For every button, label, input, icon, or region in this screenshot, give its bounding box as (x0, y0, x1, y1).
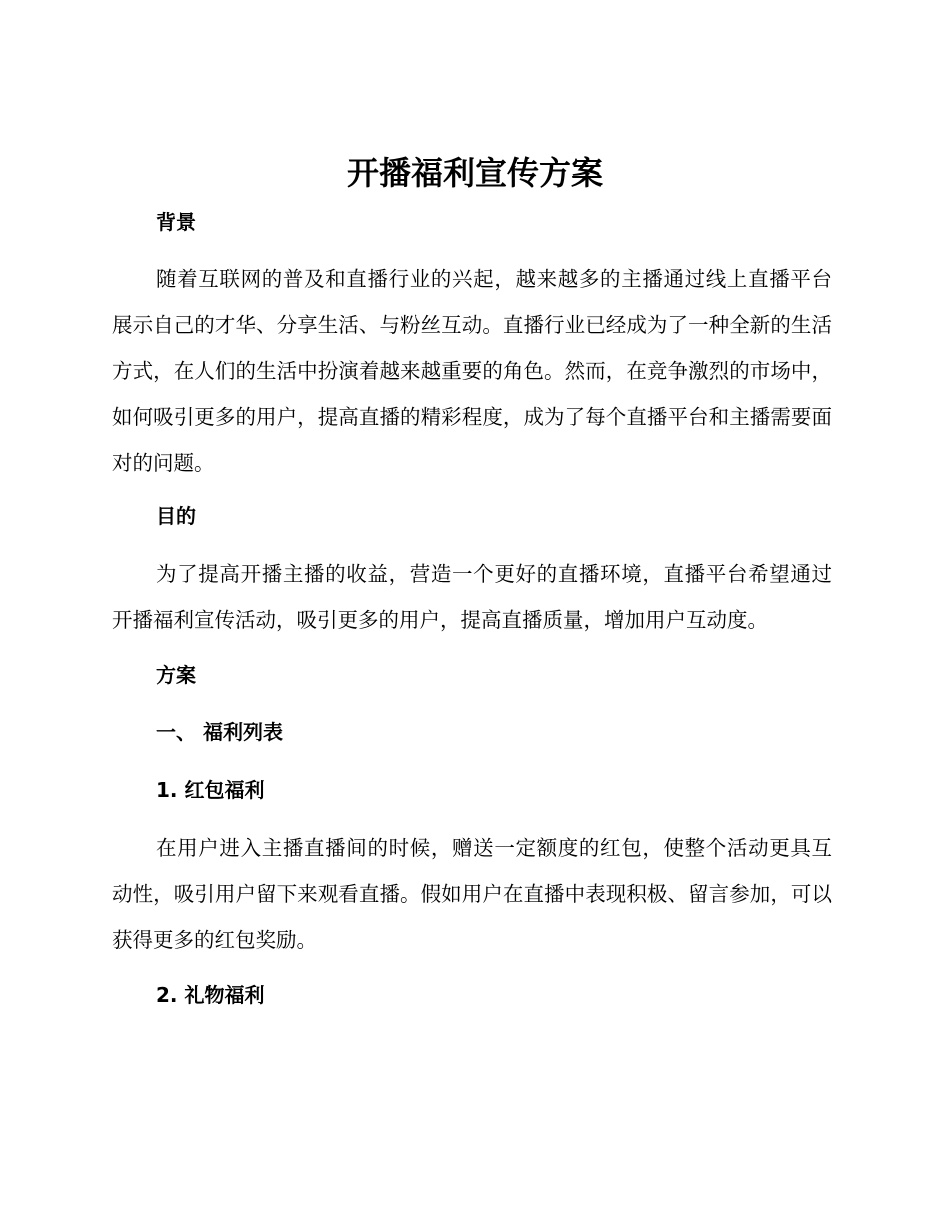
section-heading-red-packet: 1. 红包福利 (156, 778, 265, 802)
section-heading-plan: 方案 (156, 663, 196, 687)
section-heading-purpose: 目的 (156, 504, 196, 528)
purpose-paragraph: 为了提高开播主播的收益，营造一个更好的直播环境，直播平台希望通过开播福利宣传活动，吸引更多的用户，提高直播质量，增加用户互动度。 (112, 562, 832, 632)
red-packet-paragraph: 在用户进入主播直播间的时候，赠送一定额度的红包，使整个活动更具互动性，吸引用户留下来观看直播。假如用户在直播中表现积极、留言参加，可以获得更多的红包奖励。 (112, 836, 832, 952)
section-heading-welfare-list: 一、 福利列表 (156, 720, 283, 744)
section-heading-gift: 2. 礼物福利 (156, 983, 265, 1007)
section-heading-background: 背景 (156, 210, 196, 234)
background-paragraph: 随着互联网的普及和直播行业的兴起，越来越多的主播通过线上直播平台展示自己的才华、分享生活、与粉丝互动。直播行业已经成为了一种全新的生活方式，在人们的生活中扮演着越来越重要的角色。然而，在竞争激烈的市场中，如何吸引更多的用户，提高直播的精彩程度，成为了每个直播平台和主播需要面对的问题。 (112, 267, 832, 475)
document-title: 开播福利宣传方案 (346, 154, 603, 192)
